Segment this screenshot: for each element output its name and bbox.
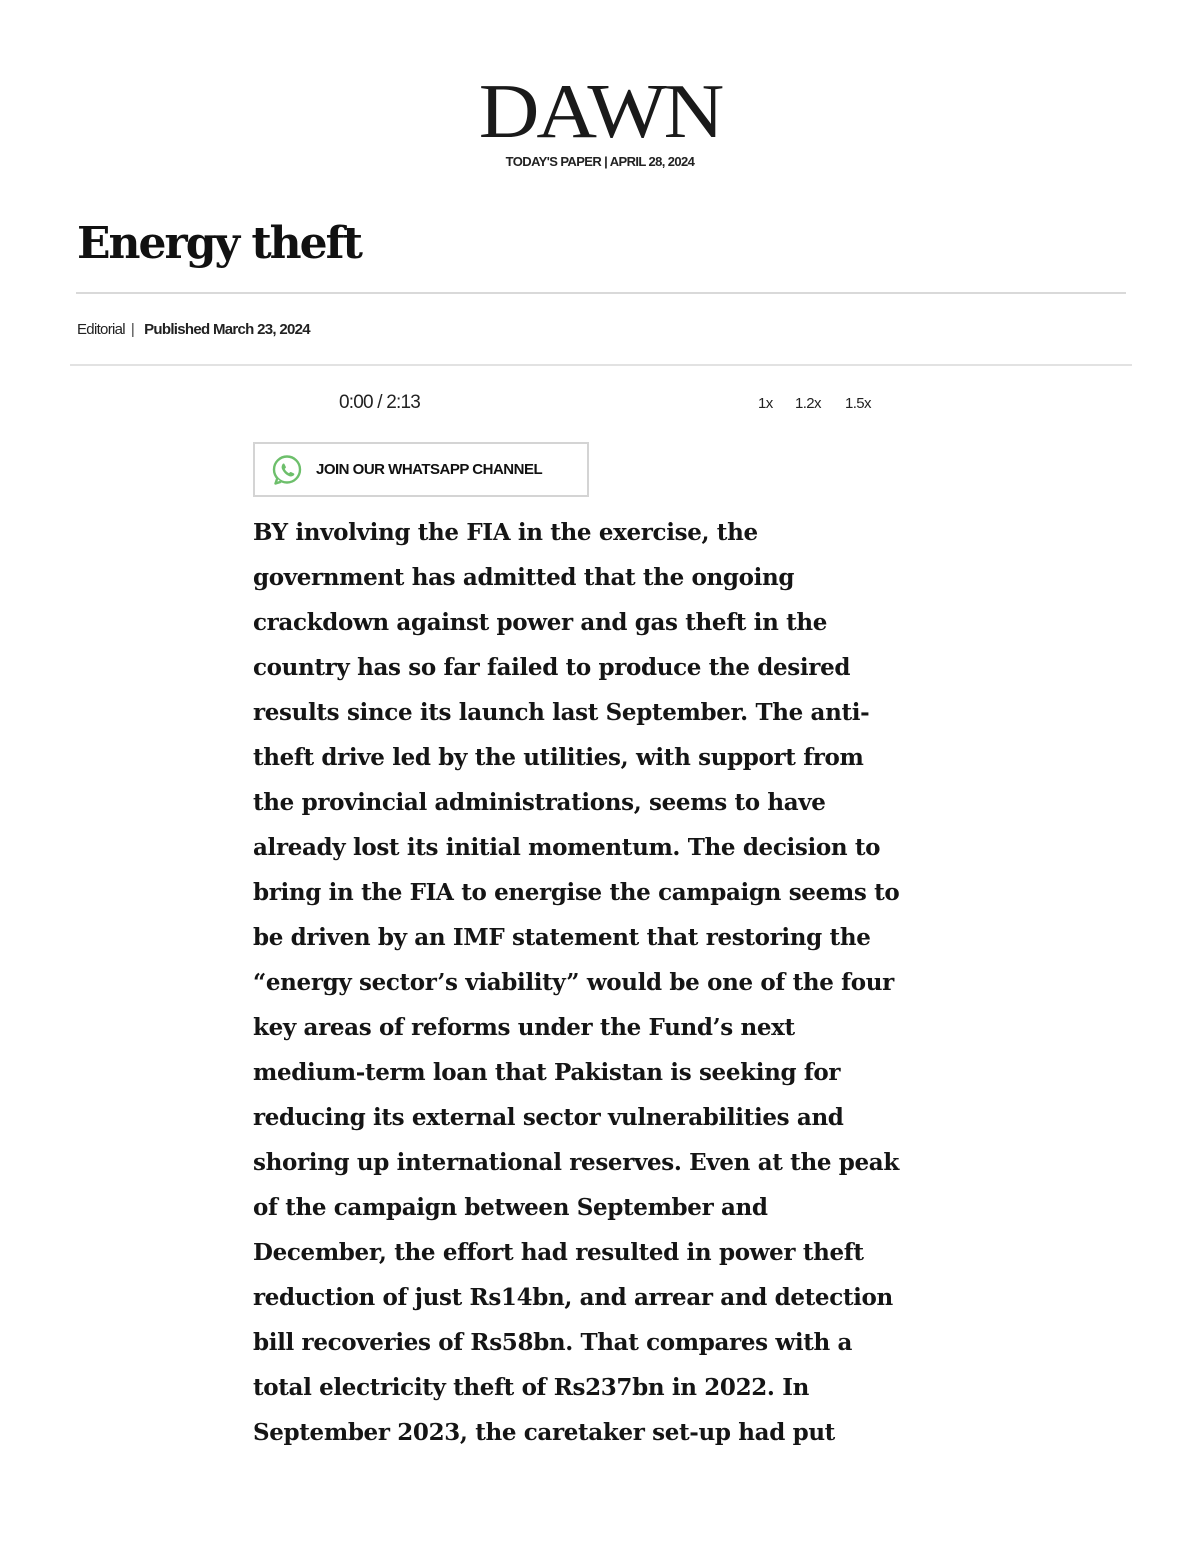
- body-line: country has so far failed to produce the desired: [253, 654, 851, 681]
- meta-divider: [70, 364, 1132, 366]
- body-line: September 2023, the caretaker set-up had put: [253, 1419, 835, 1446]
- article-title: Energy theft: [77, 218, 361, 269]
- body-line: be driven by an IMF statement that restoring the: [253, 924, 871, 951]
- body-line: BY involving the FIA in the exercise, the: [253, 519, 758, 546]
- body-line: shoring up international reserves. Even at the peak: [253, 1149, 899, 1176]
- body-line: bring in the FIA to energise the campaign seems to: [253, 879, 900, 906]
- body-line: theft drive led by the utilities, with support from: [253, 744, 864, 771]
- body-line: already lost its initial momentum. The decision to: [253, 834, 881, 861]
- audio-player: [252, 390, 942, 420]
- article-meta: [77, 321, 310, 338]
- title-divider: [76, 292, 1126, 294]
- masthead: [0, 70, 1200, 169]
- category-link[interactable]: Editorial: [77, 321, 125, 338]
- body-line: reducing its external sector vulnerabilities and: [253, 1104, 844, 1131]
- body-line: total electricity theft of Rs237bn in 2022. In: [253, 1374, 809, 1401]
- whatsapp-channel-button[interactable]: [253, 442, 589, 497]
- published-date: Published March 23, 2024: [144, 321, 310, 338]
- dawn-logo[interactable]: DAWN: [478, 68, 722, 155]
- body-line: reduction of just Rs14bn, and arrear and detection: [253, 1284, 893, 1311]
- speed-1-2x-button[interactable]: 1.2x: [795, 395, 821, 412]
- body-line: “energy sector’s viability” would be one of the four: [253, 969, 894, 996]
- body-line: December, the effort had resulted in power theft: [253, 1239, 864, 1266]
- whatsapp-icon: [271, 454, 303, 486]
- todays-paper-date[interactable]: TODAY'S PAPER | APRIL 28, 2024: [505, 154, 695, 169]
- body-line: crackdown against power and gas theft in the: [253, 609, 828, 636]
- whatsapp-channel-label: JOIN OUR WHATSAPP CHANNEL: [316, 461, 543, 478]
- body-line: key areas of reforms under the Fund’s next: [253, 1014, 795, 1041]
- audio-time: 0:00 / 2:13: [339, 392, 420, 413]
- body-line: government has admitted that the ongoing: [253, 564, 795, 591]
- article-body: [253, 510, 953, 1455]
- body-line: of the campaign between September and: [253, 1194, 768, 1221]
- body-line: bill recoveries of Rs58bn. That compares with a: [253, 1329, 853, 1356]
- body-line: the provincial administrations, seems to have: [253, 789, 826, 816]
- body-line: results since its launch last September. The anti-: [253, 699, 870, 726]
- speed-1-5x-button[interactable]: 1.5x: [845, 395, 871, 412]
- speed-1x-button[interactable]: 1x: [758, 395, 773, 412]
- body-line: medium-term loan that Pakistan is seeking for: [253, 1059, 841, 1086]
- meta-separator: |: [130, 321, 135, 338]
